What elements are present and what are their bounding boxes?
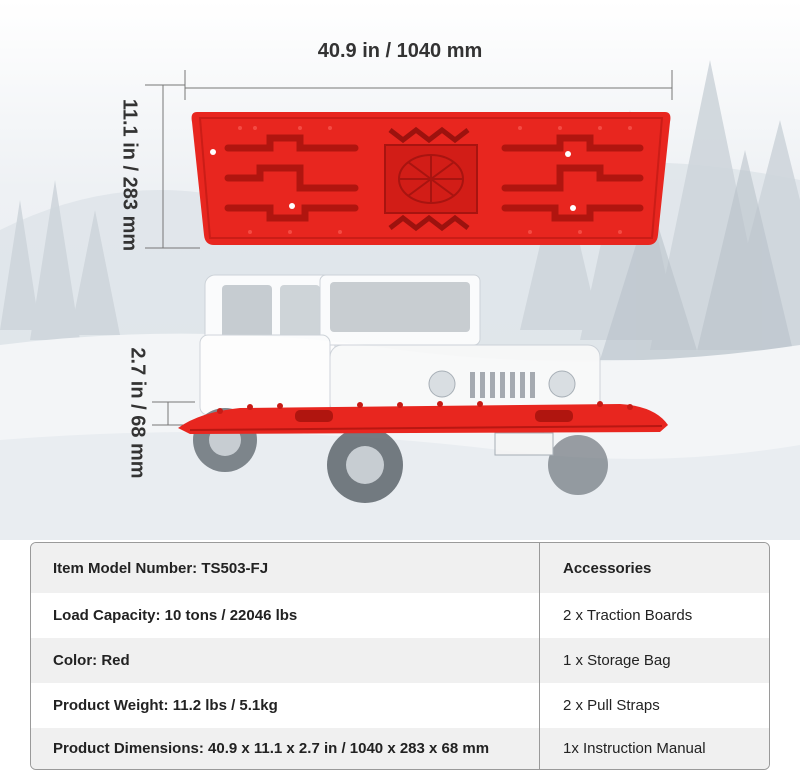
- height-dimension-label: 11.1 in / 283 mm: [118, 98, 141, 252]
- accessory-instruction-manual: 1x Instruction Manual: [540, 728, 769, 769]
- spec-product-dimensions: Product Dimensions: 40.9 x 11.1 x 2.7 in / 1040 x 283 x 68 mm: [31, 728, 540, 769]
- spec-table: [30, 542, 770, 770]
- spec-color: Color: Red: [31, 638, 540, 683]
- width-dimension-label: 40.9 in / 1040 mm: [317, 40, 483, 62]
- thickness-dimension-label: 2.7 in / 68 mm: [126, 347, 149, 479]
- spec-model-number: Item Model Number: TS503-FJ: [31, 543, 540, 593]
- accessories-heading: Accessories: [540, 543, 769, 593]
- traction-board-top-view: [192, 112, 671, 245]
- accessory-storage-bag: 1 x Storage Bag: [540, 638, 769, 683]
- accessory-traction-boards: 2 x Traction Boards: [540, 593, 769, 638]
- spec-product-weight: Product Weight: 11.2 lbs / 5.1kg: [31, 683, 540, 728]
- spec-load-capacity: Load Capacity: 10 tons / 22046 lbs: [31, 593, 540, 638]
- accessory-pull-straps: 2 x Pull Straps: [540, 683, 769, 728]
